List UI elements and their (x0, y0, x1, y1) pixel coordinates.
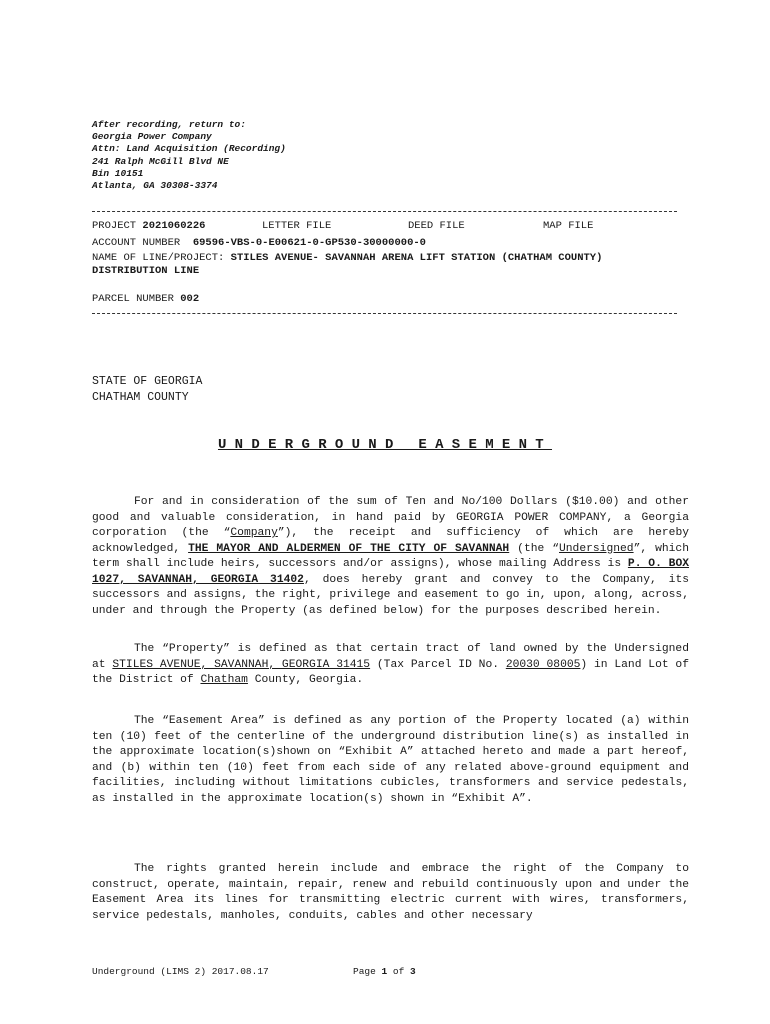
project-number: 2021060226 (142, 220, 206, 232)
page-indicator: Page 1 of 3 (353, 966, 416, 977)
dashed-divider-top (92, 211, 677, 212)
line-name-value-continued: DISTRIBUTION LINE (92, 265, 200, 277)
grantor-name: THE MAYOR AND ALDERMEN OF THE CITY OF SAVANNAH (188, 542, 510, 555)
return-line: Attn: Land Acquisition (Recording) (92, 143, 286, 155)
easement-area-paragraph: The “Easement Area” is defined as any portion of the Property located (a) within ten (10) feet of the centerline of the underground distribution line(s) as installed in the approximate location(s)shown on “Exhibit A” attached hereto and made a part hereof, and (b) within ten (10) feet from each side of any related above-ground equipment and facilities, including without limitations cubicles, transformers and service pedestals, as installed in the approximate location(s) shown in “Exhibit A”. (92, 715, 689, 805)
undersigned-term: Undersigned (559, 542, 634, 555)
county-name: Chatham (200, 674, 248, 686)
property-location: STILES AVENUE, SAVANNAH, GEORGIA 31415 (112, 658, 371, 671)
line-name-value: STILES AVENUE- SAVANNAH ARENA LIFT STATION (CHATHAM COUNTY) (230, 252, 603, 264)
project-row (92, 220, 205, 232)
parcel-number: 002 (180, 293, 200, 305)
mailing-address: P. O. BOX 1027, SAVANNAH, GEORGIA 31402 (92, 558, 690, 586)
return-line: Georgia Power Company (92, 131, 212, 143)
project-label: PROJECT (92, 220, 137, 232)
form-version: Underground (LIMS 2) 2017.08.17 (92, 966, 269, 977)
company-term: Company (230, 527, 278, 539)
account-number: 69596-VBS-0-E00621-0-GP530-30000000-0 (192, 237, 426, 249)
return-address-block (92, 119, 286, 192)
map-file-label: MAP FILE (543, 220, 594, 232)
return-line: After recording, return to: (92, 119, 246, 130)
return-line: Bin 10151 (92, 167, 144, 179)
venue-block (92, 374, 202, 405)
parcel-row (92, 293, 199, 305)
return-line: Atlanta, GA 30308-3374 (92, 180, 218, 192)
property-paragraph: The “Property” is defined as that certain tract of land owned by the Undersigned at STILES AVENUE, SAVANNAH, GEORGIA 31415 (Tax Parcel ID No. 20030 08005) in Land Lot of the District of Chatham County, Georgia. (92, 643, 689, 686)
tax-parcel-id: 20030 08005 (505, 658, 581, 671)
rights-paragraph: The rights granted herein include and embrace the right of the Company to construct, operate, maintain, repair, renew and rebuild continuously upon and under the Easement Area its lines for transmitting electric current with wires, transformers, service pedestals, manholes, conduits, cables and other necessary (92, 863, 689, 922)
letter-file-label: LETTER FILE (262, 220, 332, 232)
line-name-row-2 (92, 265, 199, 277)
line-name-label: NAME OF LINE/PROJECT: (92, 252, 225, 264)
return-line: 241 Ralph McGill Blvd NE (92, 155, 229, 167)
deed-file-label: DEED FILE (408, 220, 465, 232)
account-row (92, 237, 426, 249)
parcel-label: PARCEL NUMBER (92, 293, 174, 305)
line-name-row (92, 252, 602, 264)
state-line: STATE OF GEORGIA (92, 375, 203, 388)
dashed-divider-bottom (92, 313, 677, 314)
account-label: ACCOUNT NUMBER (92, 237, 181, 249)
county-line: CHATHAM COUNTY (92, 390, 189, 404)
document-title: UNDERGROUND EASEMENT (217, 437, 553, 453)
consideration-paragraph: For and in consideration of the sum of Ten and No/100 Dollars ($10.00) and other good and valuable consideration, in hand paid by GEORGIA POWER COMPANY, a Georgia corporation (the “Company”), the receipt and sufficiency of which are hereby acknowledged, THE MAYOR AND ALDERMEN OF THE CITY OF SAVANNAH (the “Undersigned”, which term shall include heirs, successors and/or assigns), whose mailing Address is P. O. BOX 1027, SAVANNAH, GEORGIA 31402, does hereby grant and convey to the Company, its successors and assigns, the right, privilege and easement to go in, upon, along, across, under and through the Property (as defined below) for the purposes described herein. (92, 496, 690, 617)
